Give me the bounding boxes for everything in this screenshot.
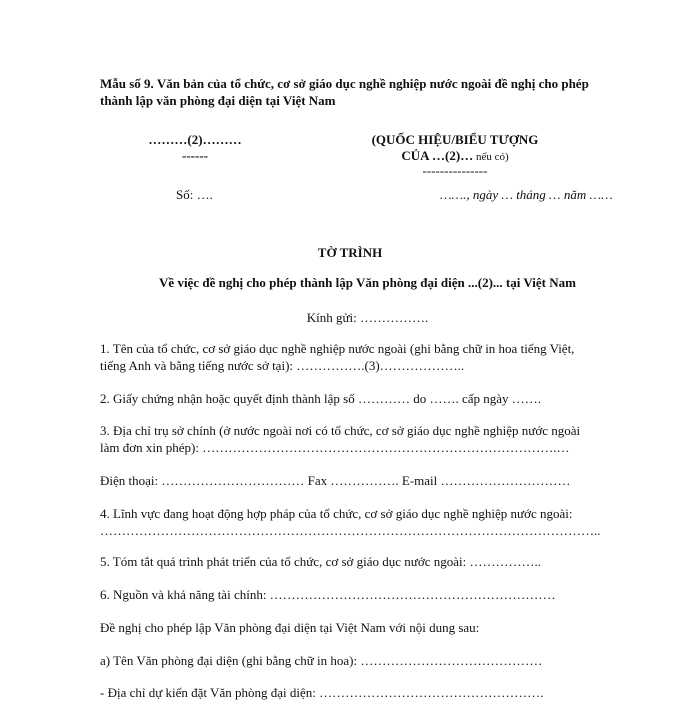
document-subtitle: Về việc đề nghị cho phép thành lập Văn phòng đại diện ...(2)... tại Việt Nam: [159, 275, 576, 290]
right-separator: ---------------: [422, 163, 488, 178]
request-paragraph: Đề nghị cho phép lập Văn phòng đại diện tại Việt Nam với nội dung sau:: [100, 620, 480, 635]
item-office-address: - Địa chỉ dự kiến đặt Văn phòng đại diện: …………………………………………….: [100, 685, 544, 700]
item-3-line1: 3. Địa chỉ trụ sở chính (ở nước ngoài nơi có tổ chức, cơ sở giáo dục nghề nghiệp nước ngoài: [100, 423, 581, 438]
item-a-office-name: a) Tên Văn phòng đại diện (ghi bằng chữ in hoa): ……………………………………: [100, 653, 543, 668]
contact-line: Điện thoại: …………………………… Fax ……………. E-mail …………………………: [100, 473, 571, 488]
item-3-line2: làm đơn xin phép): ……………………………………………………………………….…: [100, 440, 570, 455]
item-5: 5. Tóm tắt quá trình phát triển của tổ chức, cơ sở giáo dục nước ngoài: ……………..: [100, 554, 541, 569]
document-title: TỜ TRÌNH: [317, 245, 383, 260]
item-4-line2: ……………………………………………………………………………………………………..: [100, 523, 601, 538]
national-emblem-line1: (QUỐC HIỆU/BIỂU TƯỢNG: [371, 132, 539, 147]
left-separator: ------: [182, 148, 208, 163]
document-date: ……., ngày … tháng … năm ……: [440, 187, 613, 202]
form-heading-line2: thành lập văn phòng đại diện tại Việt Nam: [100, 93, 336, 108]
recipient-line: Kính gửi: …………….: [306, 310, 429, 325]
item-4-line1: 4. Lĩnh vực đang hoạt động hợp pháp của tổ chức, cơ sở giáo dục nghề nghiệp nước ngoài:: [100, 506, 573, 521]
emblem-org-placeholder: CỦA …(2)…: [401, 148, 474, 163]
document-number: Số: ….: [176, 187, 213, 202]
item-2: 2. Giấy chứng nhận hoặc quyết định thành lập số ………… do ……. cấp ngày …….: [100, 391, 542, 406]
form-heading-line1: Mẫu số 9. Văn bản của tổ chức, cơ sở giáo dục nghề nghiệp nước ngoài đề nghị cho phép: [100, 76, 589, 91]
item-1-line2: tiếng Anh và bằng tiếng nước sở tại): …………….(3)………………..: [100, 358, 465, 373]
item-1-line1: 1. Tên của tổ chức, cơ sở giáo dục nghề nghiệp nước ngoài (ghi bằng chữ in hoa tiếng Việt,: [100, 341, 575, 356]
item-6: 6. Nguồn và khả năng tài chính: …………………………………………………………: [100, 587, 556, 602]
emblem-note: nếu có): [473, 151, 509, 163]
issuing-org-placeholder: ………(2)………: [148, 132, 242, 147]
